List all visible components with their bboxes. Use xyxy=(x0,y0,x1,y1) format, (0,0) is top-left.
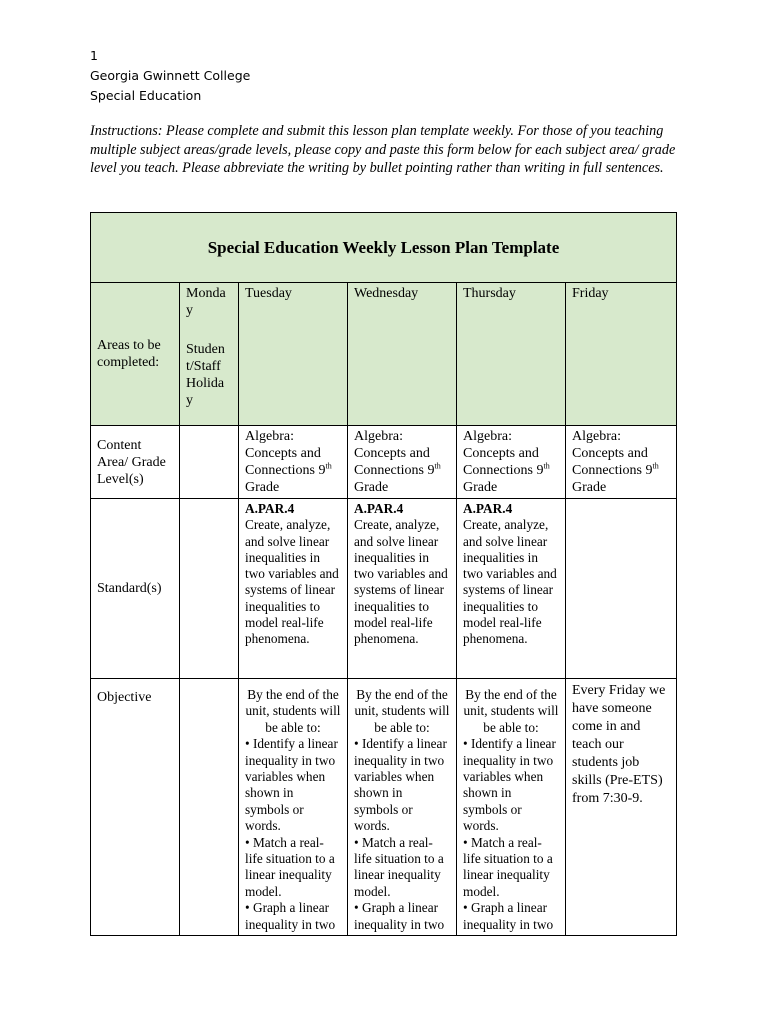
standard-text: Create, analyze, and solve linear inequalities in two variables and systems of linear inequalities to model real-life phenomena. xyxy=(245,517,339,647)
objective-tuesday xyxy=(239,679,348,936)
day-thursday: Thursday xyxy=(457,283,566,426)
content-area-thursday: Algebra: Concepts and Connections 9th Grade xyxy=(457,426,566,499)
objective-bullet: • Identify a linear inequality in two variables when shown in symbols or words. xyxy=(245,736,338,834)
standards-thursday xyxy=(457,499,566,679)
content-area-wednesday: Algebra: Concepts and Connections 9th Grade xyxy=(348,426,457,499)
standard-code: A.PAR.4 xyxy=(354,501,404,516)
objective-bullet: • Match a real-life situation to a linear inequality model. xyxy=(354,834,444,899)
department-name: Special Education xyxy=(90,88,202,103)
objective-intro: By the end of the unit, students will be able to: xyxy=(463,687,559,735)
objective-bullet: • Identify a linear inequality in two variables when shown in symbols or words. xyxy=(463,736,556,834)
day-monday xyxy=(180,283,239,426)
standards-tuesday xyxy=(239,499,348,679)
objective-bullet: • Match a real-life situation to a linear inequality model. xyxy=(463,834,553,899)
objective-bullet: • Identify a linear inequality in two variables when shown in symbols or words. xyxy=(354,736,447,834)
objective-bullet: • Graph a linear inequality in two xyxy=(463,900,554,932)
objective-monday xyxy=(180,679,239,936)
objective-intro: By the end of the unit, students will be able to: xyxy=(245,687,341,735)
objective-bullet: • Graph a linear inequality in two xyxy=(245,900,336,932)
standards-label: Standard(s) xyxy=(91,499,180,679)
day-tuesday: Tuesday xyxy=(239,283,348,426)
standards-friday xyxy=(566,499,677,679)
objective-bullet: • Match a real-life situation to a linear inequality model. xyxy=(245,834,335,899)
content-area-label: Content Area/ Grade Level(s) xyxy=(91,426,180,499)
monday-label: Monda y xyxy=(186,286,226,318)
standard-text: Create, analyze, and solve linear inequalities in two variables and systems of linear inequalities to model real-life phenomena. xyxy=(463,517,557,647)
standard-code: A.PAR.4 xyxy=(463,501,513,516)
objective-label: Objective xyxy=(91,679,180,936)
table-title: Special Education Weekly Lesson Plan Template xyxy=(91,213,677,283)
page-number: 1 xyxy=(90,48,98,63)
objective-bullet: • Graph a linear inequality in two xyxy=(354,900,445,932)
standard-code: A.PAR.4 xyxy=(245,501,295,516)
monday-holiday-note: Studen t/Staff Holida y xyxy=(186,342,225,408)
standards-wednesday xyxy=(348,499,457,679)
objective-friday: Every Friday we have someone come in and teach our students job skills (Pre-ETS) from 7:30-9. xyxy=(566,679,677,936)
objective-thursday xyxy=(457,679,566,936)
areas-label: Areas to be completed: xyxy=(91,283,180,426)
instructions-text: Instructions: Please complete and submit this lesson plan template weekly. For those of you teaching multiple subject areas/grade levels, please copy and paste this form below for each subject area/ grade level you teach. Please abbreviate the writing by bullet pointing rather than writing in full sentences. xyxy=(90,123,676,176)
college-name: Georgia Gwinnett College xyxy=(90,68,251,83)
lesson-plan-table xyxy=(90,212,677,936)
content-area-friday: Algebra: Concepts and Connections 9th Grade xyxy=(566,426,677,499)
standard-text: Create, analyze, and solve linear inequalities in two variables and systems of linear inequalities to model real-life phenomena. xyxy=(354,517,448,647)
day-friday: Friday xyxy=(566,283,677,426)
content-area-monday xyxy=(180,426,239,499)
standards-monday xyxy=(180,499,239,679)
day-wednesday: Wednesday xyxy=(348,283,457,426)
content-area-tuesday: Algebra: Concepts and Connections 9th Grade xyxy=(239,426,348,499)
document-header xyxy=(90,46,250,106)
objective-intro: By the end of the unit, students will be able to: xyxy=(354,687,450,735)
objective-wednesday xyxy=(348,679,457,936)
